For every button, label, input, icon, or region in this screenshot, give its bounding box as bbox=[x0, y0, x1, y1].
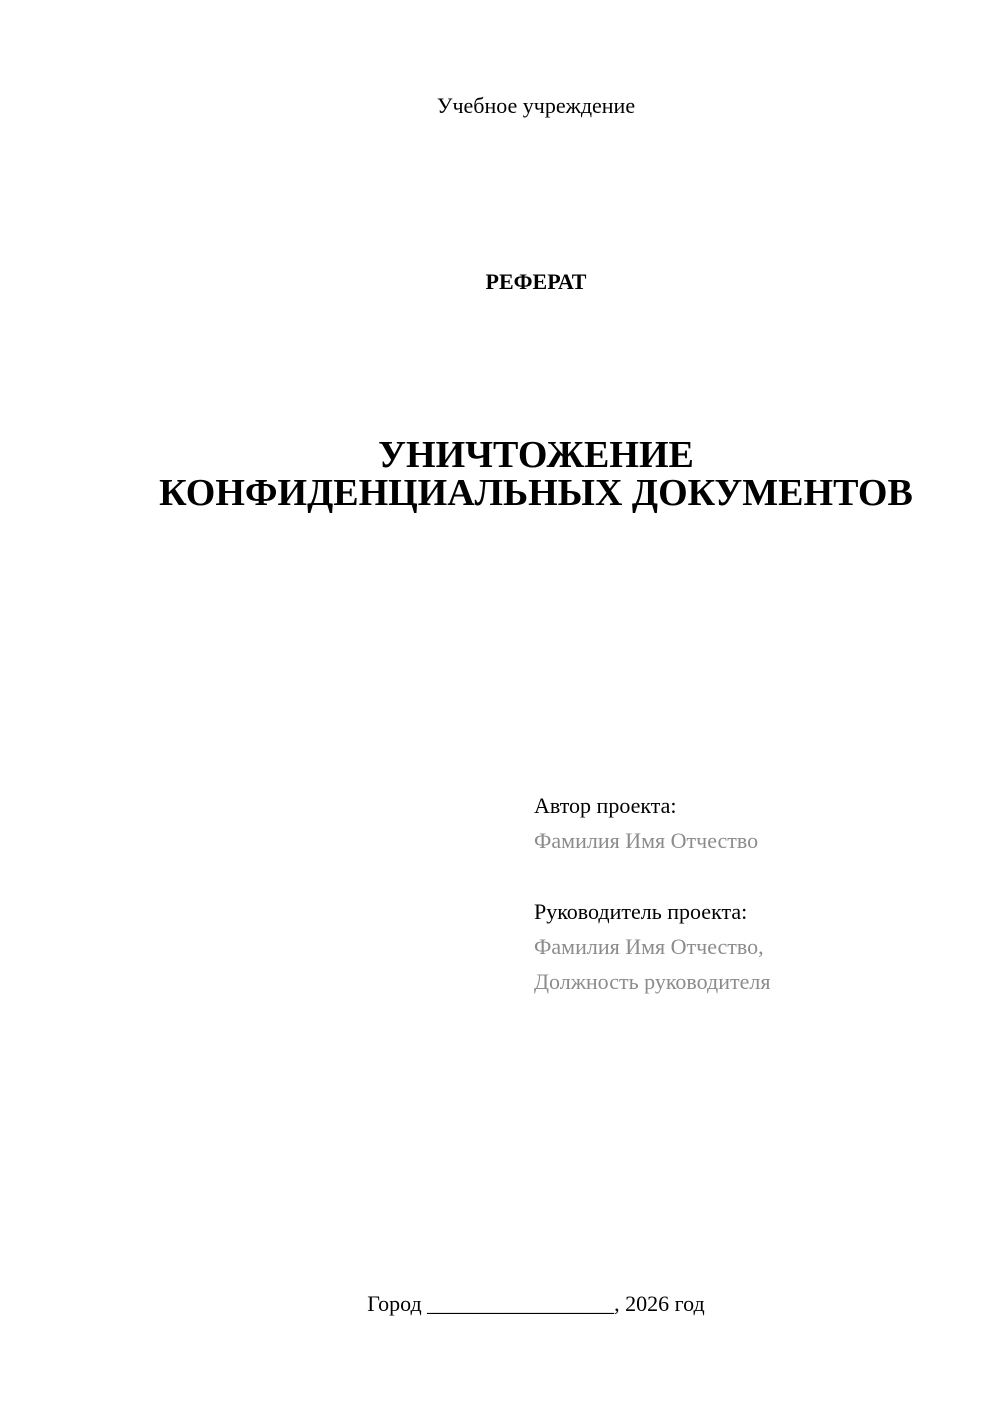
supervisor-position: Должность руководителя bbox=[534, 969, 771, 994]
credits-block bbox=[534, 788, 770, 999]
institution-name: Учебное учреждение bbox=[436, 93, 636, 118]
author-label: Автор проекта: bbox=[534, 793, 677, 818]
title-line-2: КОНФИДЕНЦИАЛЬНЫХ ДОКУМЕНТОВ bbox=[159, 472, 913, 514]
supervisor-name: Фамилия Имя Отчество, bbox=[534, 934, 764, 959]
document-title bbox=[0, 436, 1000, 512]
document-type: РЕФЕРАТ bbox=[485, 269, 587, 294]
author-name: Фамилия Имя Отчество bbox=[534, 828, 759, 853]
credits-spacer bbox=[534, 858, 770, 894]
city-year-line: Город _________________, 2026 год bbox=[367, 1291, 705, 1316]
title-line-1: УНИЧТОЖЕНИЕ bbox=[378, 434, 694, 476]
supervisor-label: Руководитель проекта: bbox=[534, 899, 748, 924]
